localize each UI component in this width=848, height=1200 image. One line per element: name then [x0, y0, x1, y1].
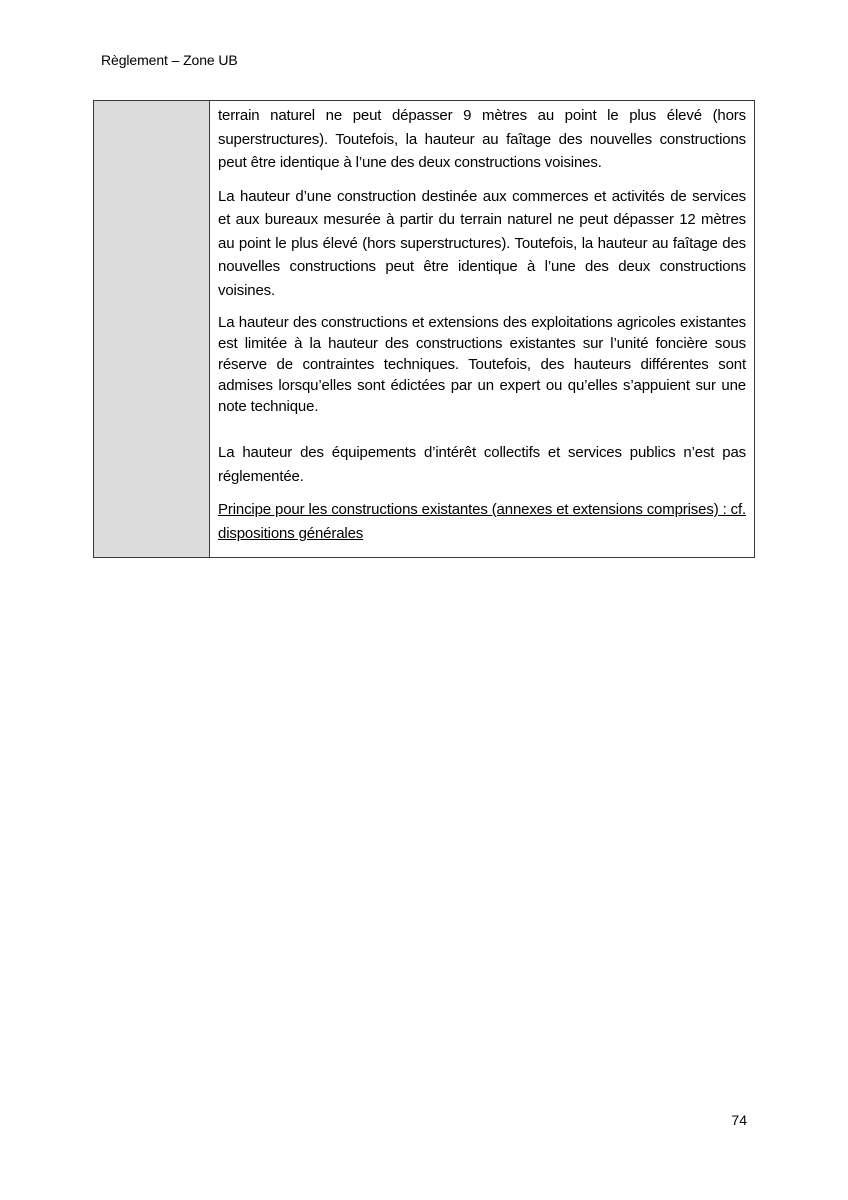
page-header: Règlement – Zone UB: [101, 52, 238, 68]
paragraph-height-public-facilities: La hauteur des équipements d’intérêt collectifs et services publics n’est pas réglementée.: [218, 444, 746, 485]
paragraph-height-general: terrain naturel ne peut dépasser 9 mètres au point le plus élevé (hors superstructures). Toutefois, la hauteur au faîtage des nouvelles constructions peut être identique à l’une des deux constructions voisines.: [218, 107, 746, 171]
table-content-cell: [210, 101, 755, 558]
page-number: 74: [731, 1112, 747, 1128]
regulation-table: [93, 100, 755, 558]
paragraph-height-commerce: La hauteur d’une construction destinée aux commerces et activités de services et aux bureaux mesurée à partir du terrain naturel ne peut dépasser 12 mètres au point le plus élevé (hors superstructures). Toutefois, la hauteur au faîtage des nouvelles constructions peut être identique à l’une des deux constructions voisines.: [218, 187, 746, 299]
principle-existing-constructions: Principe pour les constructions existantes (annexes et extensions comprises) : cf. dispositions générales: [218, 501, 746, 542]
table-label-cell: [94, 101, 210, 558]
paragraph-height-agricultural: La hauteur des constructions et extensions des exploitations agricoles existantes est limitée à la hauteur des constructions existantes sur l’unité foncière sous réserve de contraintes techniques. Toutefois, des hauteurs différentes sont admises lorsqu’elles sont édictées par un expert ou qu’elles s’appuient sur une note technique.: [218, 314, 746, 415]
table-row: [94, 101, 755, 558]
